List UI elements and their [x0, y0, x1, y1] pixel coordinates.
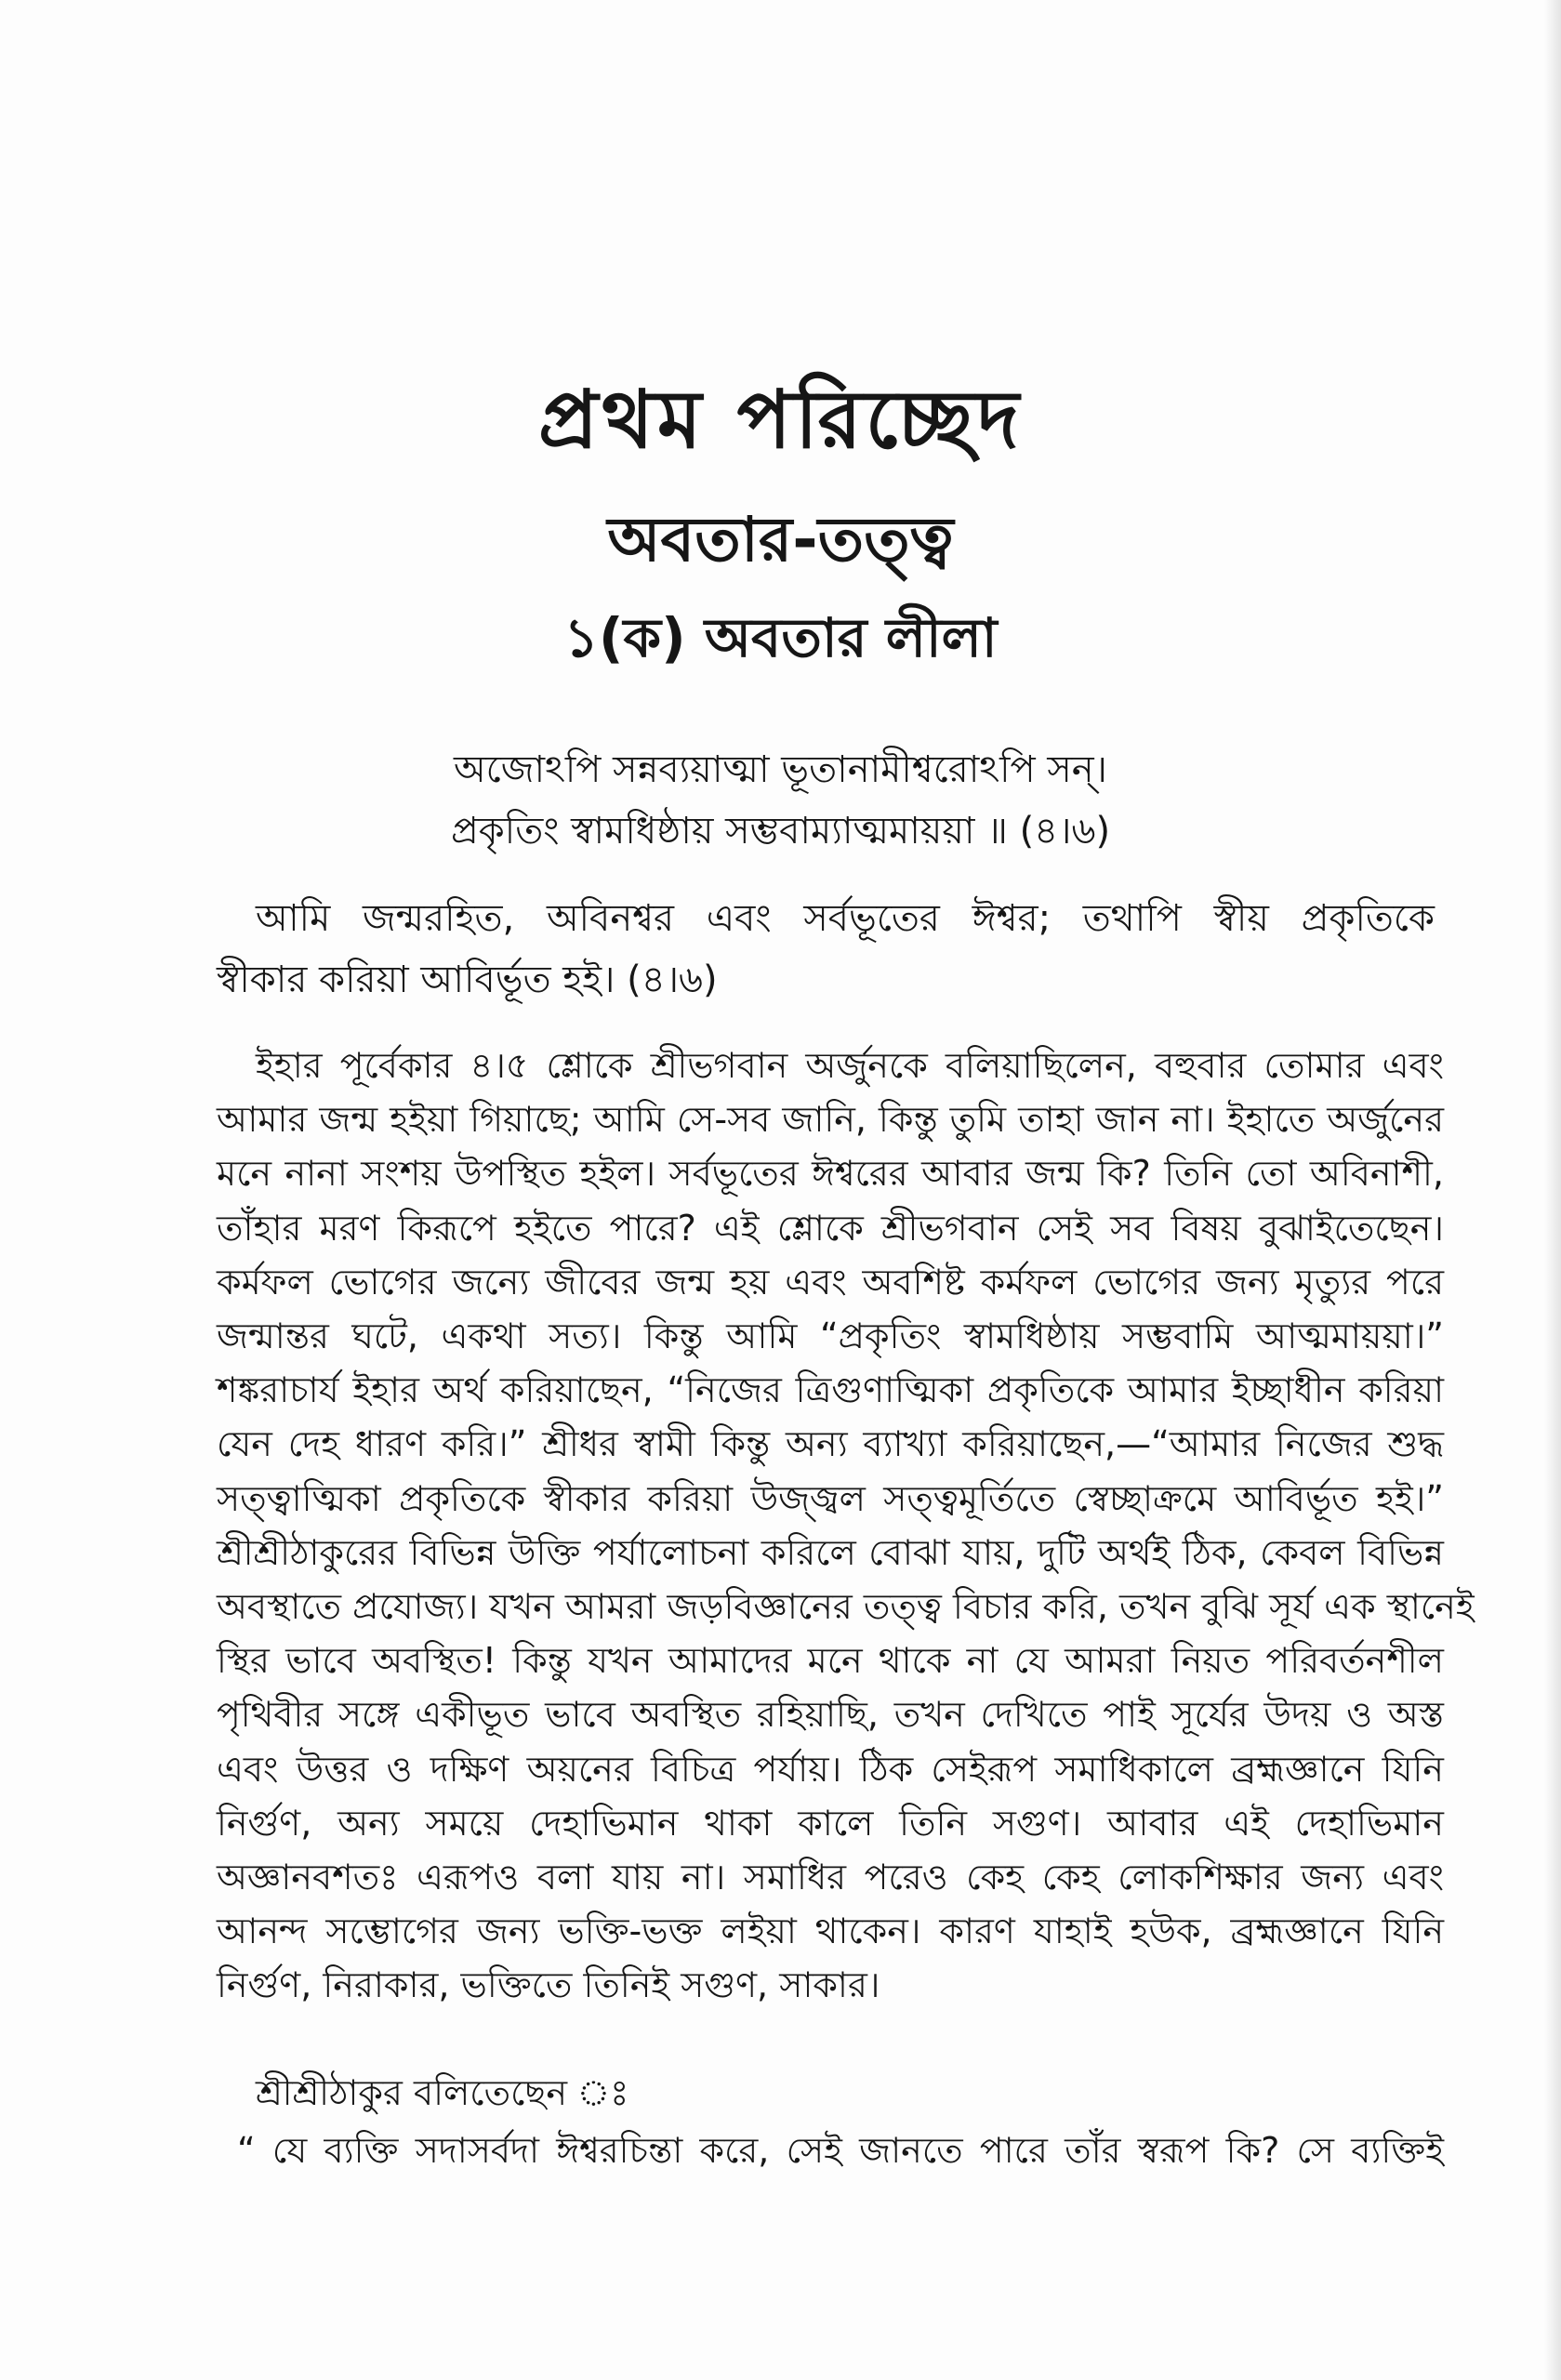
paragraph-line: স্থির ভাবে অবস্থিত! কিন্তু যখন আমাদের মনে থাকে না যে আমরা নিয়ত পরিবর্তনশীল	[217, 1640, 1444, 1682]
paragraph-line: এবং উত্তর ও দক্ষিণ অয়নের বিচিত্র পর্যায়। ঠিক সেইরূপ সমাধিকালে ব্রহ্মজ্ঞানে যিনি	[217, 1748, 1444, 1790]
paragraph-line: পৃথিবীর সঙ্গে একীভূত ভাবে অবস্থিত রহিয়াছি, তখন দেখিতে পাই সূর্যের উদয় ও অস্ত	[217, 1694, 1444, 1736]
chapter-title: প্রথম পরিচ্ছেদ	[537, 374, 1024, 467]
section-title: অবতার-তত্ত্ব	[607, 504, 954, 575]
quote-intro: শ্রীশ্রীঠাকুর বলিতেছেন ঃ	[256, 2072, 629, 2113]
paragraph-line: কর্মফল ভোগের জন্যে জীবের জন্ম হয় এবং অবশিষ্ট কর্মফল ভোগের জন্য মৃত্যুর পরে	[217, 1261, 1444, 1302]
page-edge-shadow	[1544, 0, 1561, 2380]
quote-line: “ যে ব্যক্তি সদাসর্বদা ঈশ্বরচিন্তা করে, সেই জানতে পারে তাঁর স্বরূপ কি? সে ব্যক্তিই	[237, 2130, 1444, 2171]
paragraph-line: শঙ্করাচার্য ইহার অর্থ করিয়াছেন, “নিজের ত্রিগুণাত্মিকা প্রকৃতিকে আমার ইচ্ছাধীন করিয়া	[217, 1369, 1444, 1411]
paragraph-line: যেন দেহ ধারণ করি।” শ্রীধর স্বামী কিন্তু অন্য ব্যাখ্যা করিয়াছেন,—“আমার নিজের শুদ্ধ	[217, 1423, 1444, 1465]
paragraph-line: নির্গুণ, নিরাকার, ভক্তিতে তিনিই সগুণ, সাকার।	[217, 1964, 880, 2006]
paragraph-line: তাঁহার মরণ কিরূপে হইতে পারে? এই শ্লোকে শ্রীভগবান সেই সব বিষয় বুঝাইতেছেন।	[217, 1207, 1444, 1249]
paragraph-line: সত্ত্বাত্মিকা প্রকৃতিকে স্বীকার করিয়া উজ্জ্বল সত্ত্বমূর্তিতে স্বেচ্ছাক্রমে আবির্ভূত হই।”	[217, 1477, 1444, 1519]
sanskrit-verse	[0, 739, 1561, 862]
paragraph-line: অবস্থাতে প্রযোজ্য। যখন আমরা জড়বিজ্ঞানের তত্ত্ব বিচার করি, তখন বুঝি সূর্য এক স্থানেই	[217, 1586, 1475, 1628]
translation-line: স্বীকার করিয়া আবির্ভূত হই। (৪।৬)	[217, 959, 718, 1001]
verse-line: অজোঽপি সন্নব্যয়াত্মা ভূতানামীশ্বরোঽপি সন্।	[453, 748, 1107, 791]
paragraph-line: জন্মান্তর ঘটে, একথা সত্য। কিন্তু আমি “প্রকৃতিং স্বামধিষ্ঠায় সম্ভবামি আত্মমায়য়া।”	[217, 1316, 1444, 1357]
subsection-title: ১(ক) অবতার লীলা	[563, 606, 998, 669]
commentary-paragraph	[217, 1038, 1475, 2013]
verse-translation	[217, 888, 1435, 1011]
paragraph-line: অজ্ঞানবশতঃ এরূপও বলা যায় না। সমাধির পরেও কেহ কেহ লোকশিক্ষার জন্য এবং	[217, 1857, 1444, 1898]
paragraph-line: আনন্দ সম্ভোগের জন্য ভক্তি-ভক্ত লইয়া থাকেন। কারণ যাহাই হউক, ব্রহ্মজ্ঞানে যিনি	[217, 1911, 1444, 1952]
translation-line: আমি জন্মরহিত, অবিনশ্বর এবং সর্বভূতের ঈশ্বর; তথাপি স্বীয় প্রকৃতিকে	[256, 897, 1435, 940]
paragraph-line: নির্গুণ, অন্য সময়ে দেহাভিমান থাকা কালে তিনি সগুণ। আবার এই দেহাভিমান	[217, 1802, 1444, 1844]
paragraph-line: মনে নানা সংশয় উপস্থিত হইল। সর্বভূতের ঈশ্বরের আবার জন্ম কি? তিনি তো অবিনাশী,	[217, 1153, 1444, 1195]
paragraph-line: শ্রীশ্রীঠাকুরের বিভিন্ন উক্তি পর্যালোচনা করিলে বোঝা যায়, দুটি অর্থই ঠিক, কেবল বিভিন্ন	[217, 1531, 1444, 1573]
paragraph-line: ইহার পূর্বেকার ৪।৫ শ্লোকে শ্রীভগবান অর্জুনকে বলিয়াছিলেন, বহুবার তোমার এবং	[256, 1045, 1444, 1086]
verse-line: প্রকৃতিং স্বামধিষ্ঠায় সম্ভবাম্যাত্মমায়য়া ॥ (৪।৬)	[450, 810, 1111, 853]
paragraph-line: আমার জন্ম হইয়া গিয়াছে; আমি সে-সব জানি, কিন্তু তুমি তাহা জান না। ইহাতে অর্জুনের	[217, 1099, 1444, 1141]
